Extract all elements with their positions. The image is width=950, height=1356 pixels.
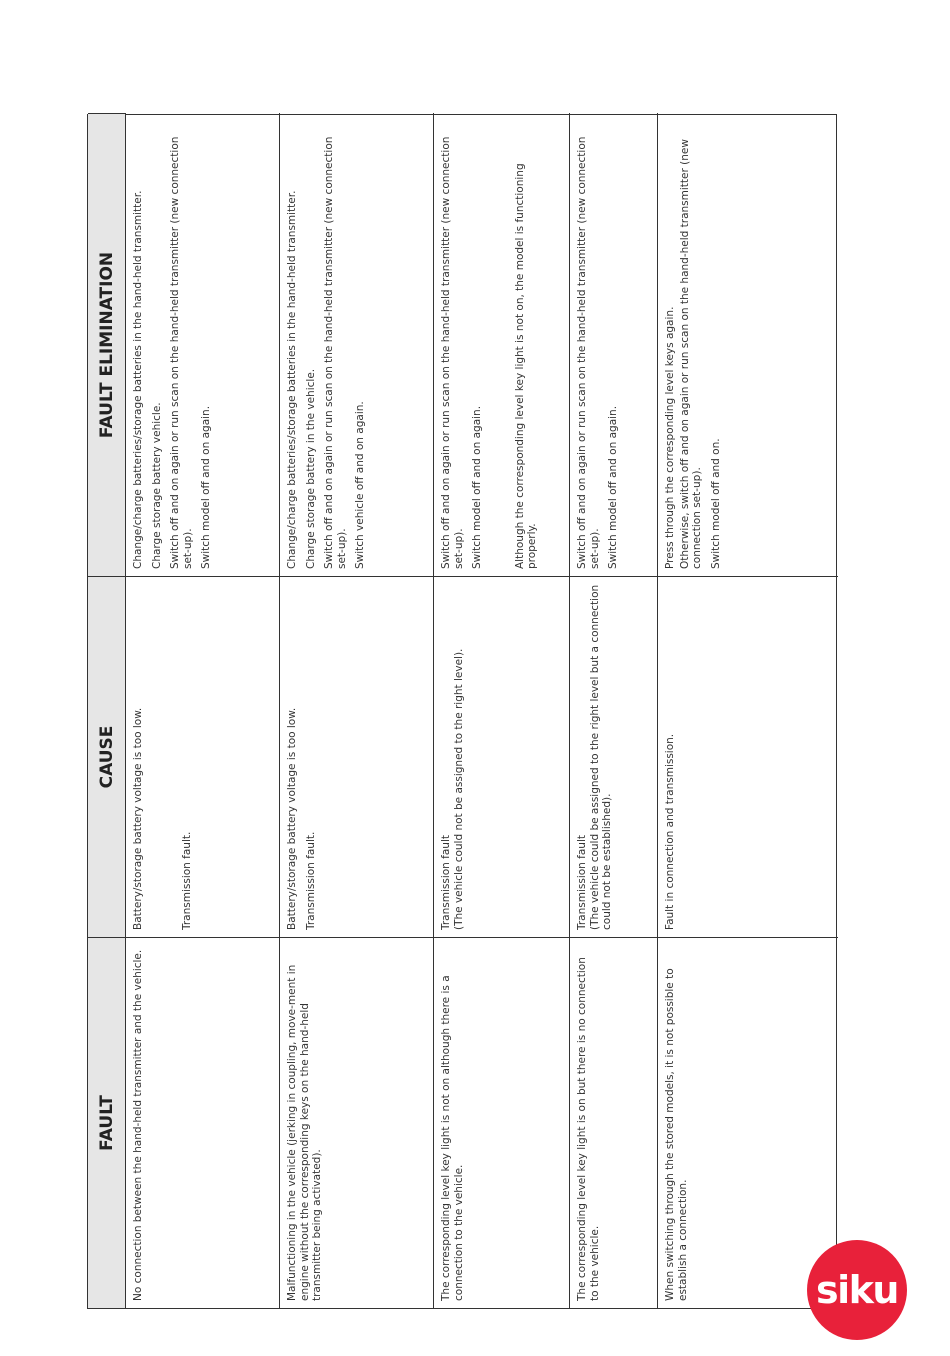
header-fault: FAULT — [88, 937, 126, 1308]
siku-logo-text: siku — [816, 1268, 898, 1312]
row-5-elimination: Press through the corresponding level keys again. Otherwise, switch off and on again or run scan on the hand-held transmitter (new connection set-up). Switch model off and on. — [664, 139, 722, 569]
rotated-page-area — [87, 114, 837, 1309]
row-3-cause: Transmission fault (The vehicle could not be assigned to the right level). — [434, 576, 570, 937]
header-cause: CAUSE — [88, 576, 126, 937]
row-3-elimination: Switch off and on again or run scan on the hand-held transmitter (new connection set-up). Switch model off and on again. Although the corresponding level key light is not on, the model is functioning properly. — [434, 113, 570, 576]
row-1-elimination: Change/charge batteries/storage batteries in the hand-held transmitter. Charge storage battery vehicle. Switch off and on again or run scan on the hand-held transmitter (new connection set-up). Switch model off and on again. — [126, 113, 280, 576]
row-1-cause: Battery/storage battery voltage is too low. Transmission fault. — [126, 576, 280, 937]
row-4-elimination: Switch off and on again or run scan on the hand-held transmitter (new connection set-up). Switch model off and on again. — [570, 113, 658, 576]
row-5-cause: Fault in connection and transmission. — [658, 576, 838, 937]
troubleshooting-table — [87, 114, 837, 1309]
row-1-fault: No connection between the hand-held transmitter and the vehicle. — [126, 937, 280, 1308]
header-fault-elimination: FAULT ELIMINATION — [88, 113, 126, 576]
row-2-elimination: Change/charge batteries/storage batteries in the hand-held transmitter. Charge storage battery in the vehicle. Switch off and on again or run scan on the hand-held transmitter (new connection set-up). Switch vehicle off and on again. — [280, 113, 434, 576]
row-2-fault: Malfunctioning in the vehicle (jerking in coupling, move-ment in engine without the corresponding keys on the hand-held transmitter being activated). — [280, 937, 434, 1308]
row-4-fault: The corresponding level key light is on but there is no connection to the vehicle. — [570, 937, 658, 1308]
row-4-cause: Transmission fault (The vehicle could be assigned to the right level but a connection could not be established). — [570, 576, 658, 937]
row-5-fault: When switching through the stored models, it is not possible to establish a connection. — [658, 937, 838, 1308]
row-2-cause: Battery/storage battery voltage is too low. Transmission fault. — [280, 576, 434, 937]
siku-logo — [807, 1240, 907, 1340]
row-3-fault: The corresponding level key light is not on although there is a connection to the vehicle. — [434, 937, 570, 1308]
